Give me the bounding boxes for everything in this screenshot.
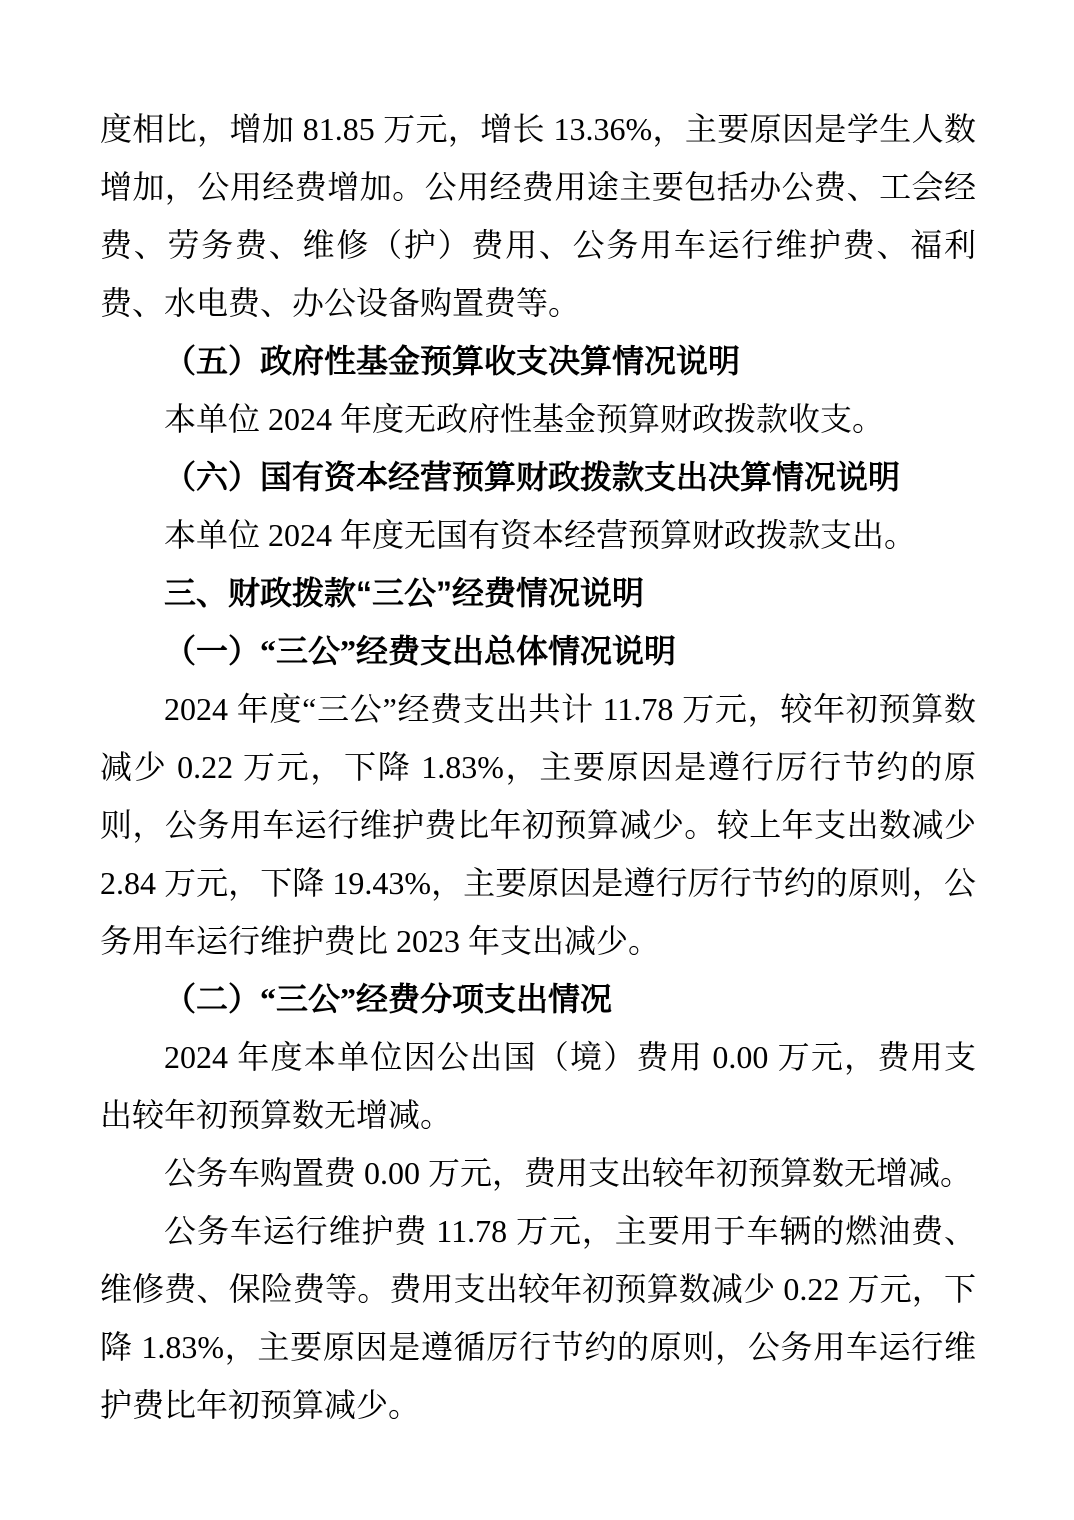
paragraph-no-government-fund-budget: 本单位 2024 年度无政府性基金预算财政拨款收支。 xyxy=(164,401,885,437)
document-body xyxy=(100,100,976,1434)
heading-part-3-three-public-expenses: 三、财政拨款“三公”经费情况说明 xyxy=(164,575,645,611)
paragraph-vehicle-maintenance-expense: 公务车运行维护费 11.78 万元，主要用于车辆的燃油费、维修费、保险费等。费用支出较年初预算数减少 0.22 万元，下降 1.83%，主要原因是遵循厉行节约的原则，公务用车运行维护费比年初预算减少。 xyxy=(100,1213,976,1423)
heading-section-6-state-capital-budget: （六）国有资本经营预算财政拨款支出决算情况说明 xyxy=(164,459,901,495)
heading-subsection-1-overall-expense: （一）“三公”经费支出总体情况说明 xyxy=(164,633,677,669)
paragraph-public-expense-continuation: 度相比，增加 81.85 万元，增长 13.36%，主要原因是学生人数增加，公用经费增加。公用经费用途主要包括办公费、工会经费、劳务费、维修（护）费用、公务用车运行维护费、福利费、水电费、办公设备购置费等。 xyxy=(100,111,976,321)
paragraph-overseas-travel-expense: 2024 年度本单位因公出国（境）费用 0.00 万元，费用支出较年初预算数无增减。 xyxy=(100,1039,976,1133)
heading-section-5-government-fund-budget: （五）政府性基金预算收支决算情况说明 xyxy=(164,343,741,379)
heading-subsection-2-itemized-expense: （二）“三公”经费分项支出情况 xyxy=(164,981,613,1017)
paragraph-no-state-capital-budget: 本单位 2024 年度无国有资本经营预算财政拨款支出。 xyxy=(164,517,917,553)
paragraph-vehicle-purchase-expense: 公务车购置费 0.00 万元，费用支出较年初预算数无增减。 xyxy=(164,1155,973,1191)
paragraph-overall-expense-detail: 2024 年度“三公”经费支出共计 11.78 万元，较年初预算数减少 0.22 万元，下降 1.83%，主要原因是遵行厉行节约的原则，公务用车运行维护费比年初预算减少。较上年支出数减少 2.84 万元，下降 19.43%，主要原因是遵行厉行节约的原则，公务用车运行维护费比 2023 年支出减少。 xyxy=(100,691,976,959)
